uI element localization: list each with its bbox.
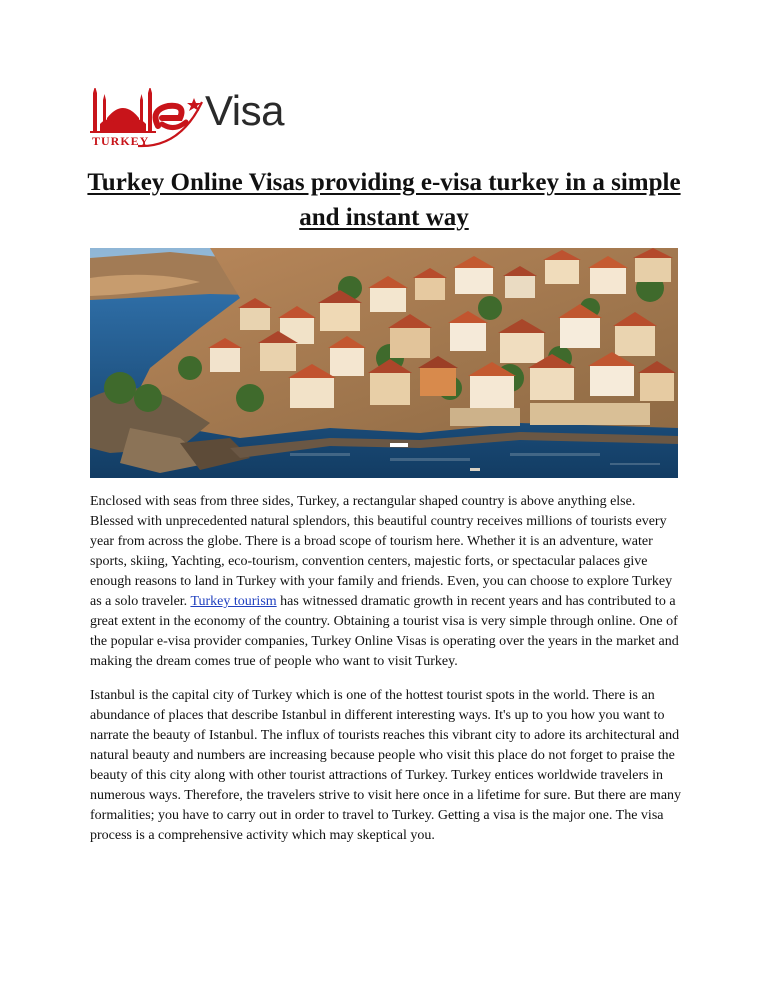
paragraph-1: [90, 492, 682, 672]
coastal-town-photo-icon: [90, 248, 678, 478]
page-title: Turkey Online Visas providing e-visa turkey in a simple and instant way: [87, 169, 681, 231]
logo-wordmark: Visa: [205, 87, 284, 134]
turkey-tourism-link[interactable]: Turkey tourism: [190, 594, 277, 609]
paragraph-2: Istanbul is the capital city of Turkey which is one of the hottest tourist spots in the world. There is an abundance of places that describe Istanbul in different interesting ways. It's up to you how you want to narrate the beauty of Istanbul. The influx of tourists reaches this vibrant city to adore its architectural and natural beauty and numbers are increasing because people who visit this place do not forget to praise the beauty of this city along with other tourist attractions of Turkey. Turkey entices worldwide travelers in numerous ways. Therefore, the travelers strive to visit here once in a lifetime for sure. But there are many formalities; you have to carry out in order to travel to Turkey. Getting a visa is the major one. The visa process is a comprehensive activity which may skeptical you.: [90, 688, 682, 843]
hero-image: [90, 248, 678, 478]
paragraph-1-text: Enclosed with seas from three sides, Turkey, a rectangular shaped country is above anything else. Blessed with unprecedented natural splendors, this beautiful country receives millions of tourists every year from across the globe. There is a broad scope of tourism here. Whether it is an adventure, water sports, skiing, Yachting, eco-tourism, convention centers, majestic forts, or spectacular palaces give enough reasons to land in Turkey with your family and friends. Even, you can choose to explore Turkey as a solo traveler.: [90, 494, 673, 609]
paragraph-1-text-continued: has witnessed dramatic growth in recent years and has contributed to a great extent in the economy of the country. Obtaining a tourist visa is very simple through online. One of the popular e-visa provider companies, Turkey Online Visas is operating over the years in the market and making the dream comes true of people who want to visit Turkey.: [90, 594, 679, 669]
article-body: [90, 492, 682, 860]
turkey-evisa-logo: [90, 88, 300, 152]
logo-tagline: TURKEY: [92, 134, 150, 148]
